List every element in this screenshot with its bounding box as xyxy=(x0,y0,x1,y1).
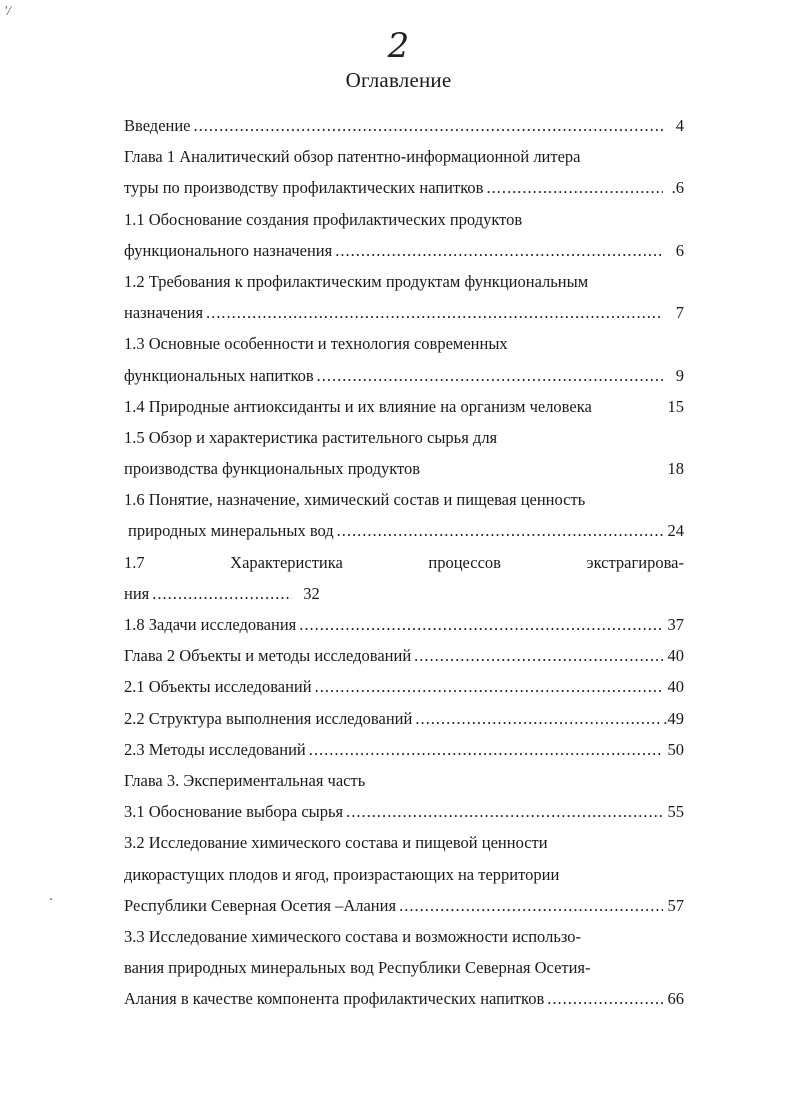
toc-entry-text: производства функциональных продуктов xyxy=(124,459,421,479)
dot-leader xyxy=(317,360,663,391)
toc-entry-s16-line1 xyxy=(124,484,684,515)
dot-leader xyxy=(547,983,663,1014)
toc-entry-text: 2.3 Методы исследований xyxy=(124,739,306,759)
toc-entry-s21 xyxy=(124,671,684,702)
toc-entry-s32-line3 xyxy=(124,890,684,921)
toc-entry-text: функциональных напитков xyxy=(124,365,314,385)
toc-entry-text: 1.2 Требования к профилактическим продуктам функциональным xyxy=(124,271,589,291)
toc-entry-text: 3.1 Обоснование выбора сырья xyxy=(124,802,344,822)
toc-entry-s12-line1 xyxy=(124,266,684,297)
dot-leader xyxy=(346,796,663,827)
dot-leader xyxy=(415,703,660,734)
toc-entry-s32-line1 xyxy=(124,827,684,858)
toc-entry-s11-line1 xyxy=(124,204,684,235)
toc-entry-text: 1.4 Природные антиоксиданты и их влияние на организм человека xyxy=(124,396,592,416)
dot-leader xyxy=(399,890,663,921)
toc-entry-text: Республики Северная Осетия –Алания xyxy=(124,895,397,915)
toc-entry-text: 1.6 Понятие, назначение, химический состав и пищевая ценность xyxy=(124,490,586,510)
toc-page-number: 4 xyxy=(675,116,684,135)
toc-entry-s15-line1 xyxy=(124,422,684,453)
toc-entry-word: экстрагирова- xyxy=(586,552,684,572)
toc-entry-s15-line2 xyxy=(124,453,684,484)
toc-page-number: 66 xyxy=(667,989,684,1009)
toc-entry-s31 xyxy=(124,796,684,827)
toc-entry-ch1-line1 xyxy=(124,141,684,172)
toc-entry-word: процессов xyxy=(428,552,501,572)
toc-entry-word: Характеристика xyxy=(230,552,343,572)
dot-leader xyxy=(486,172,663,203)
toc-entry-ch3 xyxy=(124,765,684,796)
toc-page-number: 40 xyxy=(667,646,684,666)
toc-entry-ch1-line2 xyxy=(124,172,684,203)
toc-entry-s17-line1 xyxy=(124,547,684,578)
toc-entry-text: туры по производству профилактических напитков xyxy=(124,178,484,198)
toc-entry-intro xyxy=(124,110,684,141)
toc-entry-text: дикорастущих плодов и ягод, произрастающих на территории xyxy=(124,864,560,884)
toc-entry-s17-line2 xyxy=(124,578,684,609)
toc-entry-s22 xyxy=(124,703,684,734)
toc-entry-text: ния xyxy=(124,583,150,603)
toc-entry-s13-line1 xyxy=(124,328,684,359)
toc-entry-s33-line3 xyxy=(124,983,684,1014)
dot-leader xyxy=(337,515,663,546)
toc-entry-text: природных минеральных вод xyxy=(128,521,334,541)
dot-leader xyxy=(414,640,663,671)
toc-entry-text: 1.1 Обоснование создания профилактических продуктов xyxy=(124,209,523,229)
toc-entry-s32-line2 xyxy=(124,859,684,890)
toc-page-number: 55 xyxy=(667,802,684,822)
toc-page-number: 50 xyxy=(667,739,684,759)
toc-page-number: .49 xyxy=(663,708,684,728)
dot-leader xyxy=(299,609,663,640)
toc-entry-text: назначения xyxy=(124,303,204,323)
dot-leader xyxy=(335,235,663,266)
toc-entry-s13-line2 xyxy=(124,360,684,391)
toc-entry-word: 1.7 xyxy=(124,552,145,572)
toc-entry-s33-line1 xyxy=(124,921,684,952)
toc-entry-s18 xyxy=(124,609,684,640)
toc-entry-text: Введение xyxy=(124,116,191,135)
handwritten-page-number: 2 xyxy=(387,26,410,66)
toc-entry-text: 3.3 Исследование химического состава и возможности использо- xyxy=(124,926,582,946)
dot-leader xyxy=(152,578,292,609)
toc-page-number: 15 xyxy=(667,396,684,416)
table-of-contents xyxy=(124,110,684,1014)
dot-leader xyxy=(206,297,663,328)
corner-pencil-mark: '/ xyxy=(4,4,11,19)
toc-page-number: 32 xyxy=(303,583,320,603)
margin-dot xyxy=(50,898,52,900)
toc-page-number: 6 xyxy=(675,240,684,260)
toc-entry-text: 1.3 Основные особенности и технология современных xyxy=(124,334,508,354)
toc-entry-s14 xyxy=(124,391,684,422)
toc-page-number: 9 xyxy=(675,365,684,385)
toc-page-number: 37 xyxy=(667,615,684,634)
toc-page-number: 40 xyxy=(667,677,684,697)
toc-entry-text: 2.2 Структура выполнения исследований xyxy=(124,708,413,728)
toc-entry-s12-line2 xyxy=(124,297,684,328)
toc-entry-text: Глава 1 Аналитический обзор патентно-информационной литера xyxy=(124,147,581,167)
toc-entry-text: 3.2 Исследование химического состава и пищевой ценности xyxy=(124,833,548,853)
toc-entry-text: 1.8 Задачи исследования xyxy=(124,615,297,634)
toc-entry-s23 xyxy=(124,734,684,765)
toc-entry-text: Глава 2 Объекты и методы исследований xyxy=(124,646,412,666)
toc-page-number: 7 xyxy=(675,303,684,323)
toc-entry-ch2 xyxy=(124,640,684,671)
toc-entry-text: Глава 3. Экспериментальная часть xyxy=(124,770,366,790)
toc-page-number: 57 xyxy=(667,895,684,915)
toc-page-number: .6 xyxy=(671,178,684,198)
toc-entry-text: вания природных минеральных вод Республики Северная Осетия- xyxy=(124,958,591,978)
dot-leader xyxy=(315,671,663,702)
page-title: Оглавление xyxy=(345,68,452,92)
dot-leader xyxy=(194,110,663,141)
toc-entry-text: Алания в качестве компонента профилактических напитков xyxy=(124,989,545,1009)
toc-entry-text: 1.5 Обзор и характеристика растительного сырья для xyxy=(124,427,498,447)
toc-entry-text: 2.1 Объекты исследований xyxy=(124,677,312,697)
toc-entry-s16-line2 xyxy=(124,515,684,546)
toc-entry-s11-line2 xyxy=(124,235,684,266)
toc-entry-s33-line2 xyxy=(124,952,684,983)
dot-leader xyxy=(309,734,663,765)
toc-entry-text: функционального назначения xyxy=(124,240,333,260)
toc-page-number: 24 xyxy=(667,521,684,541)
toc-page-number: 18 xyxy=(667,459,684,479)
